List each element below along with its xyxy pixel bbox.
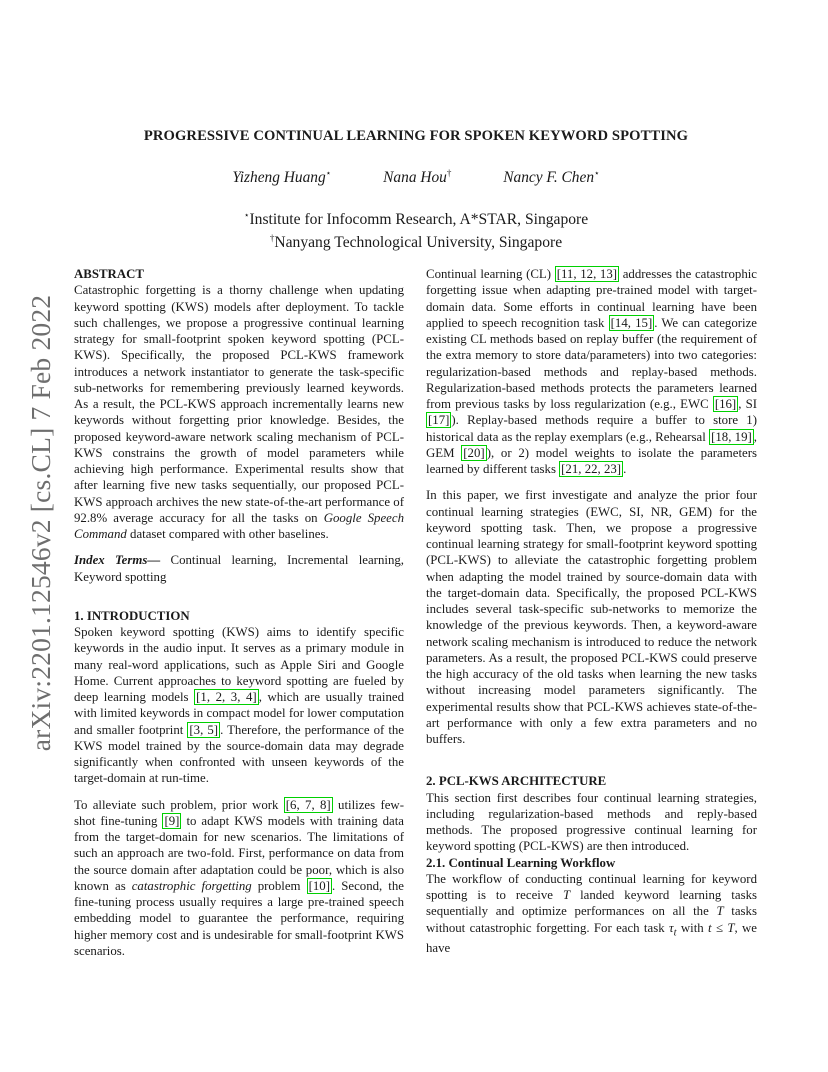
subsection-2-1-paragraph: The workflow of conducting continual learning for keyword spotting is to receive T landed keyword learning tasks sequentially and optimize performances on all the T tasks without catastrophic forgetting. For each task $\tau_t$ with t ≤ T, we have (426, 871, 757, 956)
affiliation-2: †Nanyang Technological University, Singapore (269, 233, 563, 252)
citation-link[interactable]: [11, 12, 13] (556, 267, 618, 281)
affiliation-1: ⋆Institute for Infocomm Research, A*STAR, Singapore (243, 210, 589, 229)
citation-link[interactable]: [1, 2, 3, 4] (196, 690, 257, 704)
citation-link[interactable]: [17] (428, 413, 450, 428)
affiliations (74, 206, 758, 252)
citation-link[interactable]: [18, 19] (711, 429, 752, 444)
intro-heading: 1. INTRODUCTION (74, 608, 190, 623)
paper-contribution-paragraph: In this paper, we first investigate and analyze the prior four continual learning strategies (EWC, SI, NR, GEM) for the keyword spotting task. Then, we propose a progressive continual learning strategy for small-footprint keyword spotting (PCL-KWS) to alleviate the catastrophic forgetting problem when adapting the model trained by source-domain data with the target-domain data. Specifically, the proposed PCL-KWS includes several task-specific sub-networks to memorize the knowledge of the previous keywords. Then, a keyword-aware network scaling mechanism is introduced to reduce the network parameters. As a result, the proposed PCL-KWS could preserve the high accuracy of the old tasks when learning the new tasks without increasing model parameters significantly. The experimental results show that PCL-KWS achieves state-of-the-art performance with only a few extra parameters and no buffers. (426, 488, 757, 746)
abstract-heading: ABSTRACT (74, 267, 144, 281)
intro-paragraph-2: To alleviate such problem, prior work [6, 7, 8] utilizes few-shot fine-tuning [9] to adapt KWS models with training data from the target-domain for new scenarios. The limitations of such an approach are two-fold. First, performance on data from the source domain after adaptation could be poor, which is also known as catastrophic forgetting problem [10] . Second, the fine-tuning process usually requires a large pre-trained speech embedding model to guarantee the performance, requiring higher memory cost and is undesirable for small-footprint KWS scenarios. (74, 797, 404, 958)
citation-link[interactable]: [10] (308, 878, 330, 893)
author-2: Nana Hou† (383, 168, 452, 187)
section-2-paragraph: This section first describes four continual learning strategies, including regularization-based methods and reply-based methods. The proposed progressive continual learning for keyword spotting (PCL-KWS) are then introduced. (426, 790, 757, 854)
abstract-text: Catastrophic forgetting is a thorny challenge when updating keyword spotting (KWS) models after deployment. To tackle such challenges, we propose a progressive continual learning strategy for small-footprint spoken keyword spotting (PCL-KWS). Specifically, the proposed PCL-KWS framework introduces a network instantiator to generate the task-specific sub-networks for remembering previously learned keywords. As a result, the PCL-KWS approach incrementally learns new keywords without forgetting prior knowledge. Besides, the proposed keyword-aware network scaling mechanism of PCL-KWS constrains the growth of model parameters while achieving high performance. Experimental results show that after learning five new tasks sequentially, our proposed PCL-KWS approach archives the new state-of-the-art performance of 92.8% average accuracy for all the tasks on Google Speech Command dataset compared with other baselines. (74, 283, 404, 541)
citation-link[interactable]: [20] (463, 445, 485, 460)
citation-link[interactable]: [3, 5] (189, 722, 219, 737)
author-list (74, 168, 758, 187)
section-2-heading: 2. PCL-KWS ARCHITECTURE (426, 774, 607, 789)
subsection-2-1-heading: 2.1. Continual Learning Workflow (426, 855, 616, 870)
citation-link[interactable]: [21, 22, 23] (561, 462, 622, 476)
arxiv-stamp: arXiv:2201.12546v2 [cs.CL] 7 Feb 2022 (25, 294, 56, 751)
index-terms: Index Terms— Continual learning, Incremental learning, Keyword spotting (74, 553, 404, 584)
right-column (426, 266, 757, 957)
citation-link[interactable]: [16] (714, 397, 737, 411)
cl-paragraph: Continual learning (CL) [11, 12, 13] addresses the catastrophic forgetting issue when adapting pre-trained model with target-domain data. Some efforts in continual learning have been applied to speech recognition task [14, 15] . We can categorize existing CL methods based on replay buffer (the requirement of the extra memory to store data/parameters) into two categories: regularization-based methods and replay-based methods. Regularization-based methods protects the parameters learned from previous tasks by loss regularization (e.g., EWC [16] , SI [17] ). Replay-based methods require a buffer to store 1) historical data as the replay exemplars (e.g., Rehearsal [18, 19] , GEM [20] ), or 2) model weights to isolate the parameters learned by different tasks [21, 22, 23] . (426, 267, 758, 476)
paper-title: PROGRESSIVE CONTINUAL LEARNING FOR SPOKEN KEYWORD SPOTTING (143, 128, 689, 144)
author-3: Nancy F. Chen⋆ (503, 168, 600, 187)
citation-link[interactable]: [14, 15] (610, 315, 653, 330)
citation-link[interactable]: [6, 7, 8] (285, 797, 331, 812)
left-column (74, 266, 404, 959)
intro-paragraph-1: Spoken keyword spotting (KWS) aims to identify specific keywords in the audio input. It serves as a primary module in many real-word applications, such as Apple Siri and Google Home. Current approaches to keyword spotting are fueled by deep learning models [1, 2, 3, 4] , which are usually trained with limited keywords in compact model for lower computation and smaller footprint [3, 5] . Therefore, the performance of the KWS model trained by the source-domain data may degrade significantly when confronted with unseen keywords of the target-domain at run-time. (74, 625, 405, 786)
author-1: Yizheng Huang⋆ (232, 168, 332, 187)
citation-link[interactable]: [9] (164, 813, 180, 828)
